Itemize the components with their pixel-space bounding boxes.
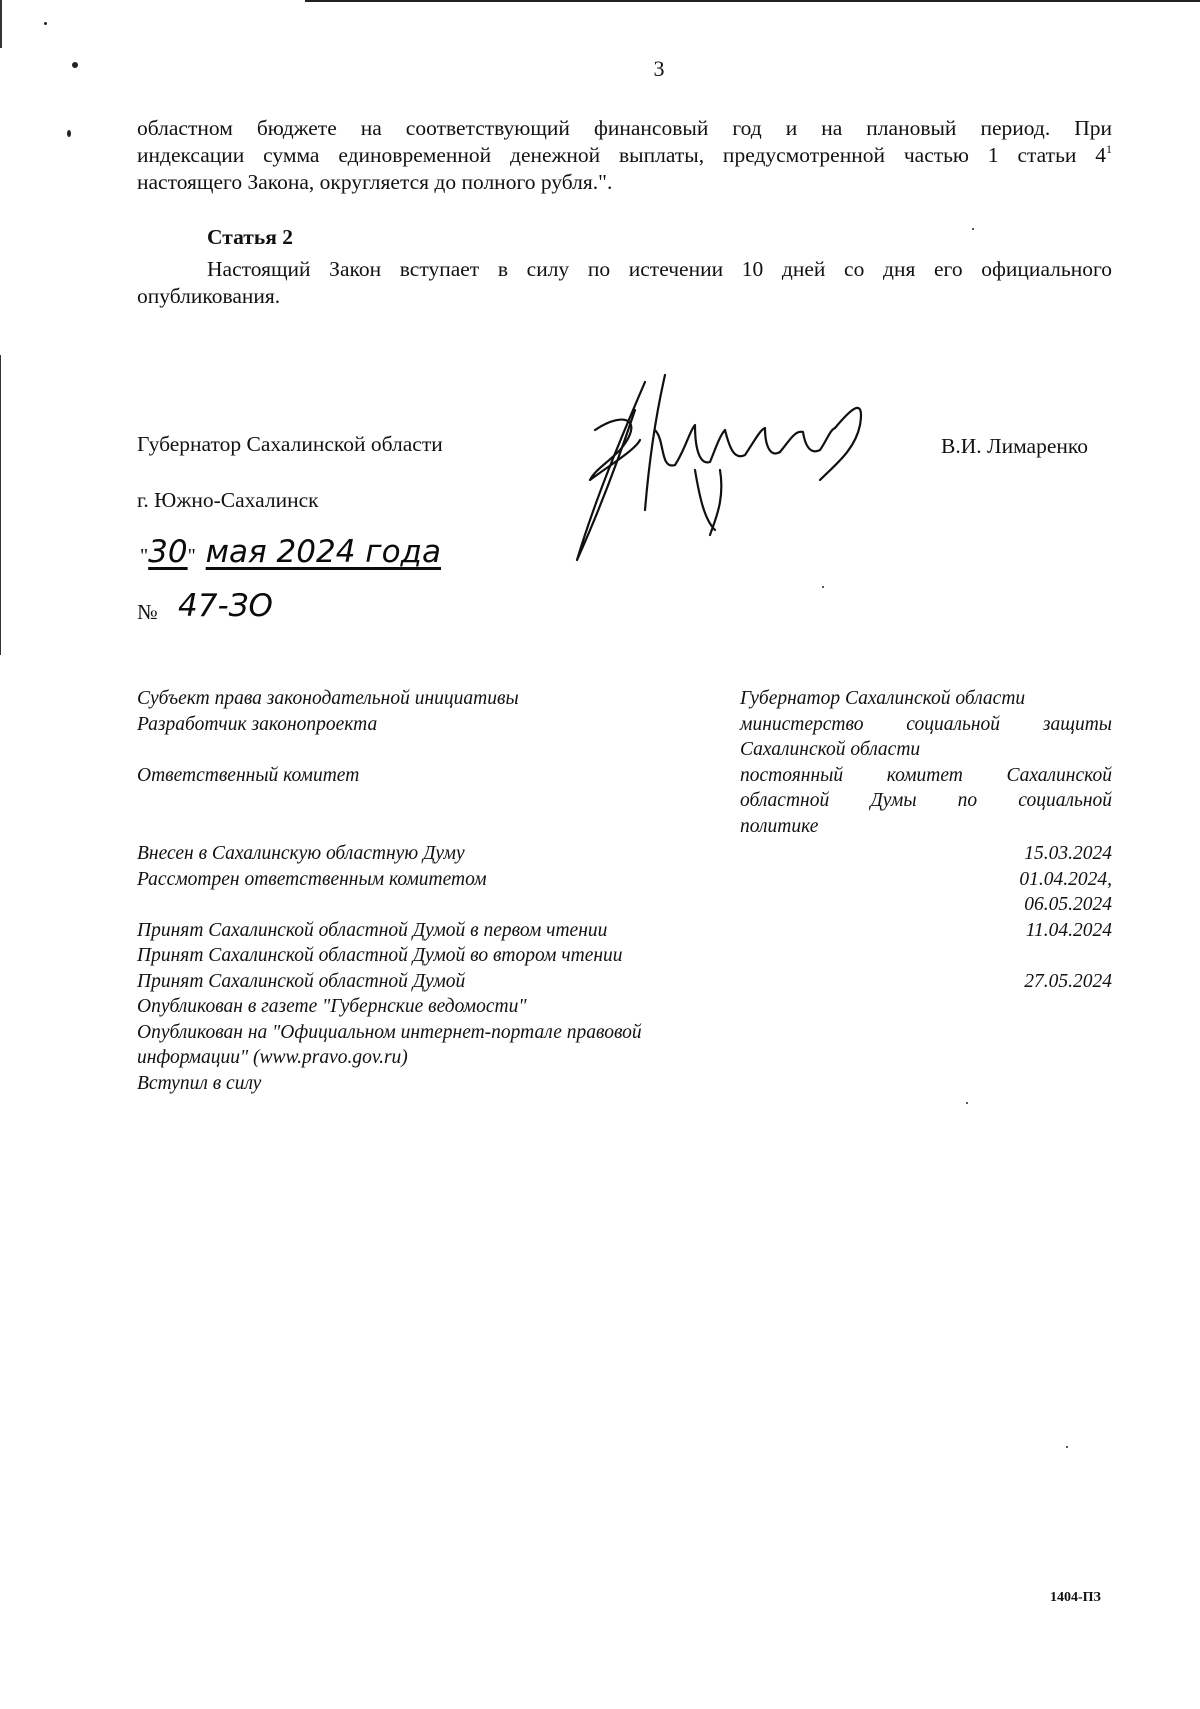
article2-paragraph [137, 256, 1112, 310]
history-date: 15.03.2024 [1024, 843, 1112, 864]
date-close-quote: " [187, 545, 196, 567]
text-line: индексации сумма единовременной денежной выплаты, предусмотренной частью 1 статьи $4^1$ [137, 142, 1112, 167]
date-day: 30 [148, 534, 188, 570]
text-line: Настоящий Закон вступает в силу по истечении 10 дней со дня его официального [207, 257, 1112, 281]
page-number: 3 [653, 56, 665, 81]
history-date: 11.04.2024 [1025, 919, 1112, 941]
signatory-name: В.И. Лимаренко [941, 434, 1088, 458]
scan-left-edge [0, 0, 2, 48]
scan-speck [67, 130, 71, 137]
meta-value: областной Думы по социальной [740, 790, 1112, 811]
meta-value: политике [740, 815, 819, 837]
signatory-position: Губернатор Сахалинской области [137, 432, 443, 456]
scan-speck [822, 586, 824, 588]
history-label: Принят Сахалинской областной Думой в первом чтении [137, 919, 608, 941]
meta-right-block [740, 686, 1112, 839]
history-date: 27.05.2024 [1024, 970, 1112, 992]
scan-speck [966, 1102, 968, 1104]
date-month-year: мая 2024 года [205, 534, 441, 570]
law-number-label: № [137, 600, 158, 624]
meta-spacer [137, 737, 519, 763]
text-line: областном бюджете на соответствующий финансовый год и на плановый период. При [137, 116, 1112, 140]
text-line: опубликования. [137, 284, 281, 308]
history-label: Внесен в Сахалинскую областную Думу [137, 843, 465, 864]
text-line: настоящего Закона, округляется до полного рубля.". [137, 170, 613, 194]
history-label: Опубликован на "Официальном интернет-портале правовой [137, 1021, 642, 1043]
meta-left-block [137, 686, 519, 788]
history-labels [137, 841, 642, 1096]
superscript: 1 [1106, 142, 1112, 156]
meta-label: Ответственный комитет [137, 764, 360, 786]
article-heading: Статья 2 [207, 225, 293, 249]
intro-paragraph [137, 115, 1112, 196]
signing-city: г. Южно-Сахалинск [137, 488, 319, 512]
scan-top-edge [305, 0, 1200, 2]
scan-speck [1066, 1446, 1068, 1448]
meta-value: постоянный комитет Сахалинской [740, 764, 1112, 786]
governor-signature [565, 370, 885, 570]
law-number-handwritten: 47-ЗО [178, 588, 273, 624]
history-label: Принят Сахалинской областной Думой во втором чтении [137, 945, 623, 966]
scan-speck [972, 228, 974, 230]
meta-value: Губернатор Сахалинской области [740, 688, 1026, 709]
meta-value: Сахалинской области [740, 739, 921, 760]
footer-code: 1404-ПЗ [1050, 1590, 1101, 1605]
history-label: Рассмотрен ответственным комитетом [137, 868, 487, 890]
date-open-quote: " [140, 545, 149, 567]
history-label: информации" (www.pravo.gov.ru) [137, 1047, 408, 1068]
history-label: Принят Сахалинской областной Думой [137, 970, 466, 992]
history-dates [880, 841, 1112, 994]
history-date: 06.05.2024 [1024, 894, 1112, 915]
handwritten-date [140, 534, 441, 570]
scan-left-edge [0, 355, 1, 655]
meta-label: Субъект права законодательной инициативы [137, 688, 519, 709]
history-label: Вступил в силу [137, 1072, 262, 1094]
history-date: 01.04.2024, [1019, 868, 1112, 890]
meta-label: Разработчик законопроекта [137, 713, 378, 735]
history-label: Опубликован в газете "Губернские ведомости" [137, 996, 527, 1017]
meta-value: министерство социальной защиты [740, 713, 1112, 735]
scan-speck [44, 22, 47, 25]
